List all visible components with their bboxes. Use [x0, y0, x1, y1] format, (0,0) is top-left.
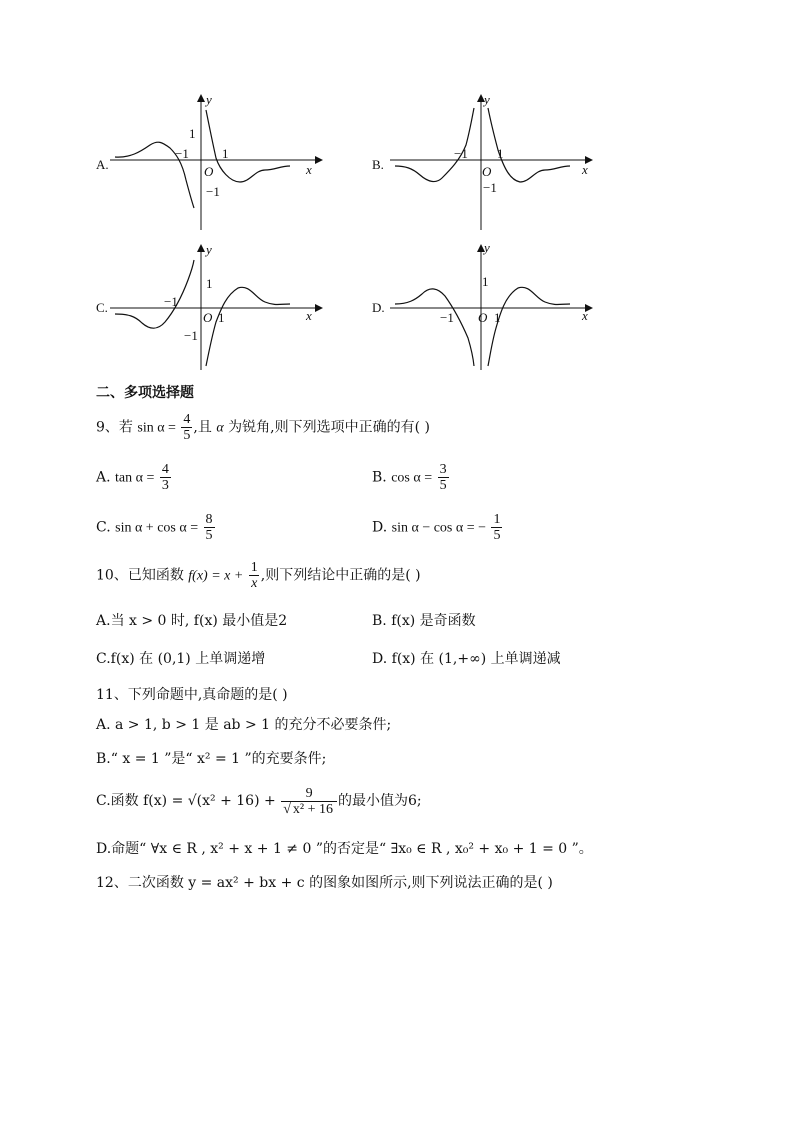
graph-b-y-label: y: [484, 92, 490, 107]
q9-option-a[interactable]: [96, 462, 172, 494]
q11-option-c-post: 的最小值为6;: [337, 793, 422, 809]
graph-c-tick-xneg1: −1: [164, 294, 178, 309]
graph-b: [370, 90, 610, 235]
q10-option-b-label: B.: [372, 613, 387, 629]
q9-option-b-lhs: cos α =: [391, 470, 433, 486]
graph-a-svg: [90, 90, 330, 235]
q9-option-d[interactable]: [372, 512, 503, 544]
q11-option-a[interactable]: A. a > 1, b > 1 是 ab > 1 的充分不必要条件;: [96, 717, 392, 733]
q9-stem: [96, 412, 430, 444]
q10-frac-den: x: [251, 576, 258, 591]
q9-option-c[interactable]: [96, 512, 216, 544]
graph-a-y-label: y: [206, 92, 212, 107]
graph-b-tick-x1: 1: [497, 146, 504, 161]
q9-option-b-den: 5: [439, 478, 447, 493]
q11-option-c-pre: C.函数 f(x) = √(x² + 16) +: [96, 793, 276, 809]
graph-a-label: A.: [96, 157, 109, 172]
graph-b-tick-xneg1: −1: [454, 146, 468, 161]
q9-stem-end: 为锐角,则下列选项中正确的有( ): [228, 419, 430, 436]
q11-option-b[interactable]: B.“ x = 1 ”是“ x² = 1 ”的充要条件;: [96, 751, 327, 767]
q9-stem-mid: ,且: [193, 419, 212, 436]
graph-b-svg: [370, 90, 610, 235]
q9-option-d-lhs: sin α − cos α = −: [391, 520, 486, 536]
q11-option-c[interactable]: [96, 784, 422, 818]
q10-number: 10、已知函数: [96, 567, 184, 584]
graph-a-tick-xneg1: −1: [175, 146, 189, 161]
q10-stem: [96, 560, 421, 592]
q10-fraction: [249, 560, 260, 591]
graph-d-x-label: x: [582, 308, 588, 323]
q10-option-c-text: f(x) 在 (0,1) 上单调递增: [110, 651, 266, 667]
q12-stem: 12、二次函数 y = ax² + bx + c 的图象如图所示,则下列说法正确的是( ): [96, 875, 553, 891]
q9-option-c-num: 8: [205, 512, 213, 527]
graph-c-tick-y1: 1: [206, 276, 213, 291]
q11-option-c-den: x² + 16: [292, 801, 333, 817]
q9-option-a-fraction: [160, 462, 171, 493]
q9-option-a-num: 4: [161, 462, 169, 477]
q9-sin-den: 5: [183, 428, 191, 443]
graph-b-label: B.: [372, 157, 384, 172]
graph-b-origin: O: [482, 164, 492, 179]
q10-option-d[interactable]: [372, 650, 561, 668]
graph-c-origin: O: [203, 310, 213, 325]
graph-d-origin: O: [478, 310, 488, 325]
q9-option-d-den: 5: [493, 528, 501, 543]
graph-a-x-label: x: [306, 162, 312, 177]
q9-option-d-label: D.: [372, 519, 388, 536]
graph-a: [90, 90, 330, 235]
q10-option-a-label: A.: [96, 613, 111, 629]
q11-stem: 11、下列命题中,真命题的是( ): [96, 687, 288, 703]
graph-c-svg: [90, 238, 330, 378]
q10-option-d-text: f(x) 在 (1,+∞) 上单调递减: [391, 651, 561, 667]
q10-option-b[interactable]: [372, 612, 476, 630]
graph-c-label: C.: [96, 300, 108, 315]
q10-option-a-text: 当 x > 0 时, f(x) 最小值是2: [110, 613, 288, 629]
graph-c-tick-yneg1: −1: [184, 328, 198, 343]
q9-sin-expr: sin α =: [137, 420, 176, 436]
q10-option-d-label: D.: [372, 651, 388, 667]
graph-d-svg: [370, 238, 610, 378]
graph-c-y-label: y: [206, 242, 212, 257]
q9-sin-num: 4: [183, 412, 191, 427]
graph-c: [90, 238, 330, 378]
q10-option-b-text: f(x) 是奇函数: [391, 613, 476, 629]
q9-option-b-label: B.: [372, 469, 387, 486]
graph-a-tick-x1: 1: [222, 146, 229, 161]
q10-option-c-label: C.: [96, 651, 111, 667]
q10-function: f(x) = x +: [188, 568, 244, 584]
graph-c-tick-x1: 1: [218, 310, 225, 325]
q9-sin-fraction: [181, 412, 192, 443]
q9-option-a-label: A.: [96, 469, 111, 486]
graph-d-tick-xneg1: −1: [440, 310, 454, 325]
q11-option-d[interactable]: D.命题“ ∀x ∈ R , x² + x + 1 ≠ 0 ”的否定是“ ∃x₀ ∈ R , x₀² + x₀ + 1 = 0 ”。: [96, 841, 593, 857]
graph-b-x-label: x: [582, 162, 588, 177]
graph-d: [370, 238, 610, 378]
graph-a-tick-y1: 1: [189, 126, 196, 141]
q11-option-c-den-wrap: √ x² + 16: [281, 801, 337, 817]
q10-frac-num: 1: [250, 560, 258, 575]
graph-d-tick-x1: 1: [494, 310, 501, 325]
q9-option-a-lhs: tan α =: [115, 470, 155, 486]
graph-a-origin: O: [204, 164, 214, 179]
q9-option-b-fraction: [438, 462, 449, 493]
q9-option-c-den: 5: [205, 528, 213, 543]
q11-option-c-num: 9: [305, 785, 313, 801]
graph-d-label: D.: [372, 300, 385, 315]
q9-option-b[interactable]: [372, 462, 450, 494]
q9-option-c-label: C.: [96, 519, 111, 536]
q9-alpha: α: [216, 420, 224, 436]
graph-d-y-label: y: [484, 240, 490, 255]
graph-a-tick-yneg1: −1: [206, 184, 220, 199]
q11-option-c-fraction: [281, 786, 337, 817]
q9-option-d-num: 1: [493, 512, 501, 527]
q9-number: 9、若: [96, 419, 133, 436]
q10-stem-end: ,则下列结论中正确的是( ): [260, 567, 421, 584]
q9-option-c-fraction: [204, 512, 215, 543]
q9-option-b-num: 3: [439, 462, 447, 477]
q9-option-d-fraction: [491, 512, 502, 543]
graph-c-x-label: x: [306, 308, 312, 323]
q9-option-a-den: 3: [161, 478, 169, 493]
graph-d-tick-y1: 1: [482, 274, 489, 289]
graph-b-tick-yneg1: −1: [483, 180, 497, 195]
q9-option-c-lhs: sin α + cos α =: [115, 520, 199, 536]
q10-option-c[interactable]: [96, 650, 265, 668]
q10-option-a[interactable]: [96, 612, 287, 630]
section-title: 二、多项选择题: [96, 385, 194, 401]
